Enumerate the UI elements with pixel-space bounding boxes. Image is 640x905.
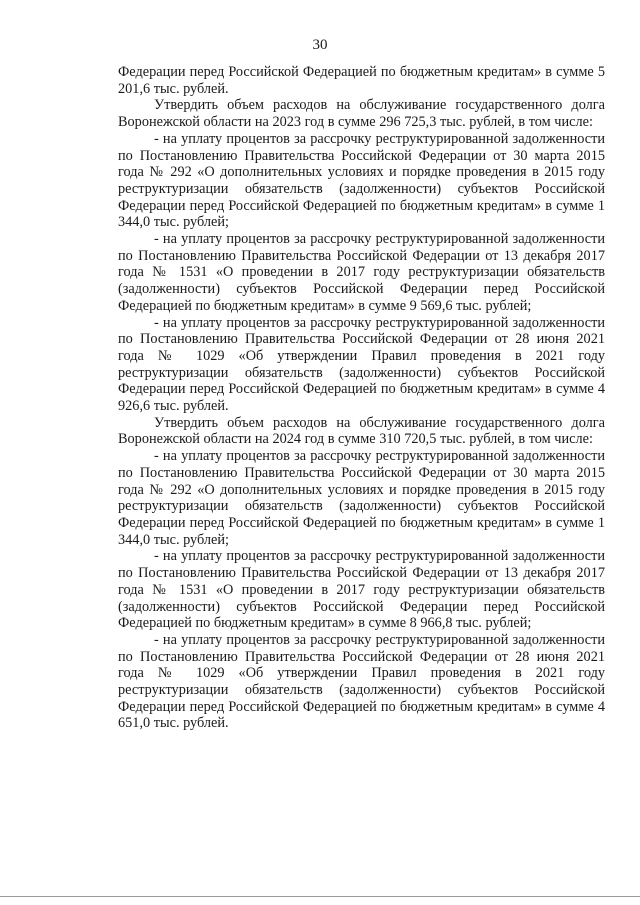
document-body [118, 64, 605, 732]
paragraph-2023-item-1531: - на уплату процентов за рассрочку реструктурированной задолженности по Постановлению Правительства Российской Федерации от 13 декабря 2017 года № 1531 «О проведении в 2017 году реструктуризации обязательств (задолженности) субъектов Российской Федерации перед Российской Федерацией по бюджетным кредитам» в сумме 9 569,6 тыс. рублей; [118, 231, 605, 314]
paragraph-2023-item-292: - на уплату процентов за рассрочку реструктурированной задолженности по Постановлению Правительства Российской Федерации от 30 марта 2015 года № 292 «О дополнительных условиях и порядке проведения в 2015 году реструктуризации обязательств (задолженности) субъектов Российской Федерации перед Российской Федерацией по бюджетным кредитам» в сумме 1 344,0 тыс. рублей; [118, 130, 605, 231]
paragraph-2023-item-1029: - на уплату процентов за рассрочку реструктурированной задолженности по Постановлению Правительства Российской Федерации от 28 июня 2021 года № 1029 «Об утверждении Правил проведения в 2021 году реструктуризации обязательств (задолженности) субъектов Российской Федерации перед Российской Федерацией по бюджетным кредитам» в сумме 4 926,6 тыс. рублей. [118, 314, 605, 415]
paragraph-2024-item-1029: - на уплату процентов за рассрочку реструктурированной задолженности по Постановлению Правительства Российской Федерации от 28 июня 2021 года № 1029 «Об утверждении Правил проведения в 2021 году реструктуризации обязательств (задолженности) субъектов Российской Федерации перед Российской Федерацией по бюджетным кредитам» в сумме 4 651,0 тыс. рублей. [118, 631, 605, 732]
paragraph-2023-total: Утвердить объем расходов на обслуживание государственного долга Воронежской области на 2023 год в сумме 296 725,3 тыс. рублей, в том числе: [118, 97, 605, 131]
paragraph-2024-total: Утвердить объем расходов на обслуживание государственного долга Воронежской области на 2024 год в сумме 310 720,5 тыс. рублей, в том числе: [118, 414, 605, 448]
paragraph-2024-item-292: - на уплату процентов за рассрочку реструктурированной задолженности по Постановлению Правительства Российской Федерации от 30 марта 2015 года № 292 «О дополнительных условиях и порядке проведения в 2015 году реструктуризации обязательств (задолженности) субъектов Российской Федерации перед Российской Федерацией по бюджетным кредитам» в сумме 1 344,0 тыс. рублей; [118, 448, 605, 548]
paragraph-2024-item-1531: - на уплату процентов за рассрочку реструктурированной задолженности по Постановлению Правительства Российской Федерации от 13 декабря 2017 года № 1531 «О проведении в 2017 году реструктуризации обязательств (задолженности) субъектов Российской Федерации перед Российской Федерацией по бюджетным кредитам» в сумме 8 966,8 тыс. рублей; [118, 548, 605, 632]
page-number: 30 [312, 37, 328, 53]
paragraph-continuation: Федерации перед Российской Федерацией по бюджетным кредитам» в сумме 5 201,6 тыс. рублей. [118, 64, 605, 97]
page-bottom-divider [0, 896, 640, 897]
